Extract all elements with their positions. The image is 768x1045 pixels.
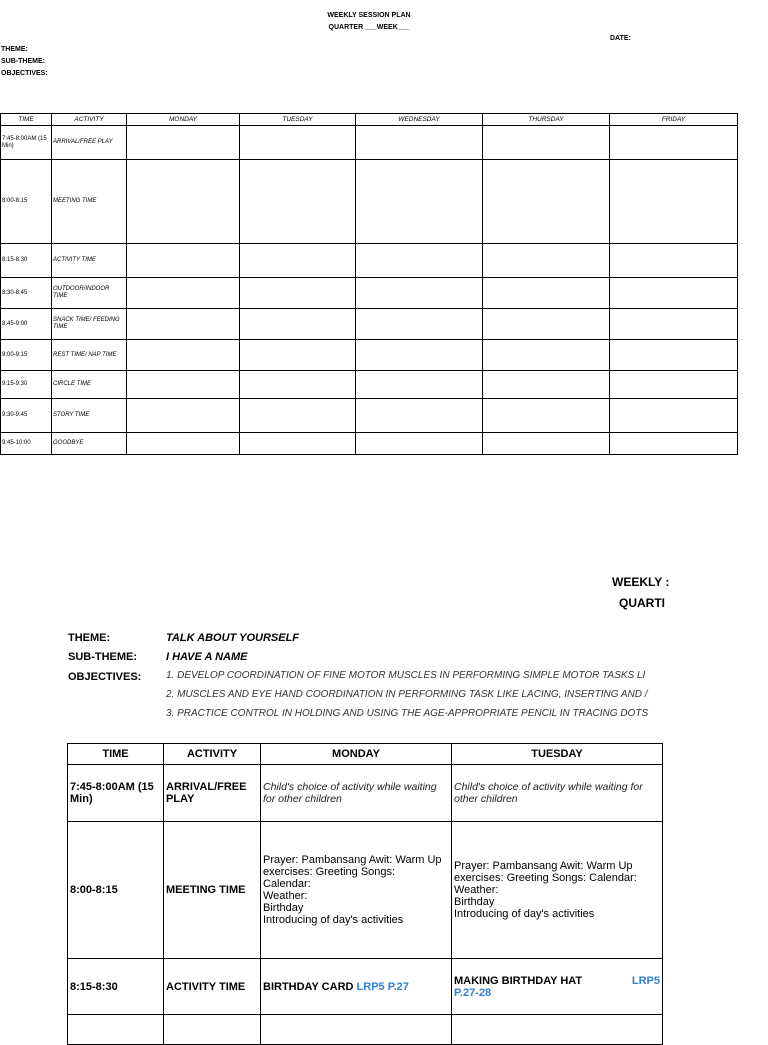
empty-cell[interactable] <box>610 126 738 160</box>
table-row <box>68 765 663 822</box>
monday-cell[interactable] <box>261 822 452 959</box>
empty-cell[interactable] <box>356 371 483 399</box>
empty-cell[interactable] <box>610 399 738 433</box>
empty-cell[interactable] <box>127 399 240 433</box>
empty-cell[interactable] <box>127 433 240 455</box>
empty-cell[interactable] <box>240 340 356 371</box>
meeting-line: Calendar: <box>263 878 311 890</box>
page2-title-block <box>0 570 670 610</box>
table-row <box>1 309 738 340</box>
header-time: TIME <box>1 114 52 126</box>
page2-subtheme-label: SUB-THEME: <box>68 651 138 663</box>
empty-cell[interactable] <box>452 1015 663 1045</box>
time-cell: 9:30-9:45 <box>1 399 52 433</box>
empty-cell[interactable] <box>356 278 483 309</box>
empty-cell[interactable] <box>483 371 610 399</box>
page1-schedule-table <box>0 113 738 455</box>
empty-cell[interactable] <box>483 340 610 371</box>
page2-objectives-list <box>0 630 663 725</box>
empty-cell[interactable] <box>483 309 610 340</box>
page2-schedule-table <box>67 743 663 1045</box>
time-cell: 8:30-8:45 <box>1 278 52 309</box>
page2-subtheme-value: I HAVE A NAME <box>166 651 248 663</box>
monday-cell[interactable] <box>261 959 452 1015</box>
page1-date-label: DATE: <box>610 35 631 42</box>
empty-cell[interactable] <box>261 1015 452 1045</box>
meeting-line: Weather: <box>454 884 499 896</box>
activity-cell: REST TIME/ NAP TIME <box>52 340 127 371</box>
empty-cell[interactable] <box>240 244 356 278</box>
activity-cell: MEETING TIME <box>52 160 127 244</box>
empty-cell[interactable] <box>483 244 610 278</box>
empty-cell[interactable] <box>127 244 240 278</box>
page1-quarter-week: QUARTER ___WEEK___ <box>328 24 410 31</box>
activity-cell: ACTIVITY TIME <box>164 959 261 1015</box>
header-thursday: THURSDAY <box>483 114 610 126</box>
header-wednesday: WEDNESDAY <box>356 114 483 126</box>
empty-cell[interactable] <box>240 309 356 340</box>
objective-item: 2. MUSCLES AND EYE HAND COORDINATION IN PERFORMING TASK LIKE LACING, INSERTING AND / <box>166 689 648 700</box>
empty-cell[interactable] <box>483 160 610 244</box>
table-row <box>1 126 738 160</box>
empty-cell[interactable] <box>240 126 356 160</box>
lrp-reference-pages: P.27-28 <box>454 986 492 999</box>
table-row <box>1 433 738 455</box>
empty-cell[interactable] <box>483 399 610 433</box>
page2-title: WEEKLY : <box>612 575 670 589</box>
header-tuesday: TUESDAY <box>452 744 663 765</box>
activity-cell: ARRIVAL/FREE PLAY <box>164 765 261 822</box>
meeting-line: Introducing of day's activities <box>263 914 404 926</box>
activity-cell: SNACK TIME/ FEEDING TIME <box>52 309 127 340</box>
activity-cell: STORY TIME <box>52 399 127 433</box>
empty-cell[interactable] <box>127 309 240 340</box>
page1-subtheme-label: SUB-THEME: <box>1 58 45 65</box>
activity-cell: GOODBYE <box>52 433 127 455</box>
empty-cell[interactable] <box>356 160 483 244</box>
page2-header-row <box>68 744 663 765</box>
header-monday: MONDAY <box>127 114 240 126</box>
empty-cell[interactable] <box>356 433 483 455</box>
empty-cell[interactable] <box>483 126 610 160</box>
table-row <box>68 822 663 959</box>
header-monday: MONDAY <box>261 744 452 765</box>
empty-cell[interactable] <box>127 340 240 371</box>
time-cell: 9:00-9:15 <box>1 340 52 371</box>
table-row <box>1 371 738 399</box>
meeting-line: Introducing of day's activities <box>454 908 595 920</box>
objective-item: 3. PRACTICE CONTROL IN HOLDING AND USING THE AGE-APPROPRIATE PENCIL IN TRACING DOTS <box>166 708 649 719</box>
header-activity: ACTIVITY <box>52 114 127 126</box>
empty-cell[interactable] <box>127 278 240 309</box>
empty-cell[interactable] <box>483 278 610 309</box>
header-tuesday: TUESDAY <box>240 114 356 126</box>
header-time: TIME <box>68 744 164 765</box>
table-row <box>1 340 738 371</box>
empty-cell <box>164 1015 261 1045</box>
empty-cell[interactable] <box>610 309 738 340</box>
meeting-line: Birthday <box>263 902 304 914</box>
meeting-line: Birthday <box>454 896 495 908</box>
empty-cell[interactable] <box>240 160 356 244</box>
page2-theme-label: THEME: <box>68 632 111 644</box>
time-cell: 9:45-10:00 <box>1 433 52 455</box>
page1-objectives-label: OBJECTIVES: <box>1 70 48 77</box>
time-cell: 8:15-8:30 <box>68 959 164 1015</box>
monday-cell[interactable]: Child's choice of activity while waiting for other children <box>261 765 452 822</box>
page2-quarter: QUARTI <box>619 596 665 610</box>
meeting-line: Weather: <box>263 890 308 902</box>
page1-header-row <box>1 114 738 126</box>
empty-cell[interactable] <box>240 433 356 455</box>
time-cell: 8:00-8:15 <box>68 822 164 959</box>
header-activity: ACTIVITY <box>164 744 261 765</box>
page1-theme-label: THEME: <box>1 46 28 53</box>
tuesday-cell[interactable] <box>452 959 663 1015</box>
empty-cell <box>68 1015 164 1045</box>
empty-cell[interactable] <box>610 433 738 455</box>
activity-cell: ARRIVAL/FREE PLAY <box>52 126 127 160</box>
empty-cell[interactable] <box>356 399 483 433</box>
empty-cell[interactable] <box>127 126 240 160</box>
objective-item: 1. DEVELOP COORDINATION OF FINE MOTOR MUSCLES IN PERFORMING SIMPLE MOTOR TASKS LI <box>166 670 646 681</box>
activity-cell: CIRCLE TIME <box>52 371 127 399</box>
empty-cell[interactable] <box>610 340 738 371</box>
activity-cell: ACTIVITY TIME <box>52 244 127 278</box>
tuesday-cell[interactable]: Child's choice of activity while waiting for other children <box>452 765 663 822</box>
time-cell: 7:45-8:00AM (15 Min) <box>68 765 164 822</box>
activity-cell: MEETING TIME <box>164 822 261 959</box>
empty-cell[interactable] <box>240 399 356 433</box>
empty-cell[interactable] <box>240 278 356 309</box>
activity-cell: OUTDOOR/INDOOR TIME <box>52 278 127 309</box>
meeting-line: Prayer: Pambansang Awit: Warm Up exercises: Greeting Songs: <box>263 854 442 878</box>
table-row <box>1 244 738 278</box>
table-row <box>68 1015 663 1045</box>
empty-cell[interactable] <box>356 309 483 340</box>
lrp-reference: LRP5 P.27 <box>356 980 409 993</box>
table-row <box>1 399 738 433</box>
empty-cell[interactable] <box>127 371 240 399</box>
lrp-reference: LRP5 <box>631 974 660 987</box>
time-cell: 7:45-8:00AM (15 Min) <box>1 126 52 160</box>
time-cell: 8:45-9:00 <box>1 309 52 340</box>
empty-cell[interactable] <box>356 126 483 160</box>
meeting-line: Prayer: Pambansang Awit: Warm Up exercises: Greeting Songs: Calendar: <box>454 860 637 884</box>
tuesday-cell[interactable] <box>452 822 663 959</box>
empty-cell[interactable] <box>610 278 738 309</box>
header-friday: FRIDAY <box>610 114 738 126</box>
time-cell: 8:00-8:15 <box>1 160 52 244</box>
page2-theme-value: TALK ABOUT YOURSELF <box>166 632 300 644</box>
table-row <box>68 959 663 1015</box>
time-cell: 9:15-9:30 <box>1 371 52 399</box>
empty-cell[interactable] <box>610 371 738 399</box>
empty-cell[interactable] <box>356 340 483 371</box>
activity-title: BIRTHDAY CARD <box>263 980 354 993</box>
empty-cell[interactable] <box>610 160 738 244</box>
table-row <box>1 160 738 244</box>
table-row <box>1 278 738 309</box>
activity-title: MAKING BIRTHDAY HAT <box>454 974 583 987</box>
page2-objectives-label: OBJECTIVES: <box>68 671 142 683</box>
time-cell: 8:15-8:30 <box>1 244 52 278</box>
empty-cell[interactable] <box>240 371 356 399</box>
page1-title: WEEKLY SESSION PLAN <box>327 12 411 19</box>
empty-cell[interactable] <box>610 244 738 278</box>
empty-cell[interactable] <box>356 244 483 278</box>
empty-cell[interactable] <box>483 433 610 455</box>
empty-cell[interactable] <box>127 160 240 244</box>
